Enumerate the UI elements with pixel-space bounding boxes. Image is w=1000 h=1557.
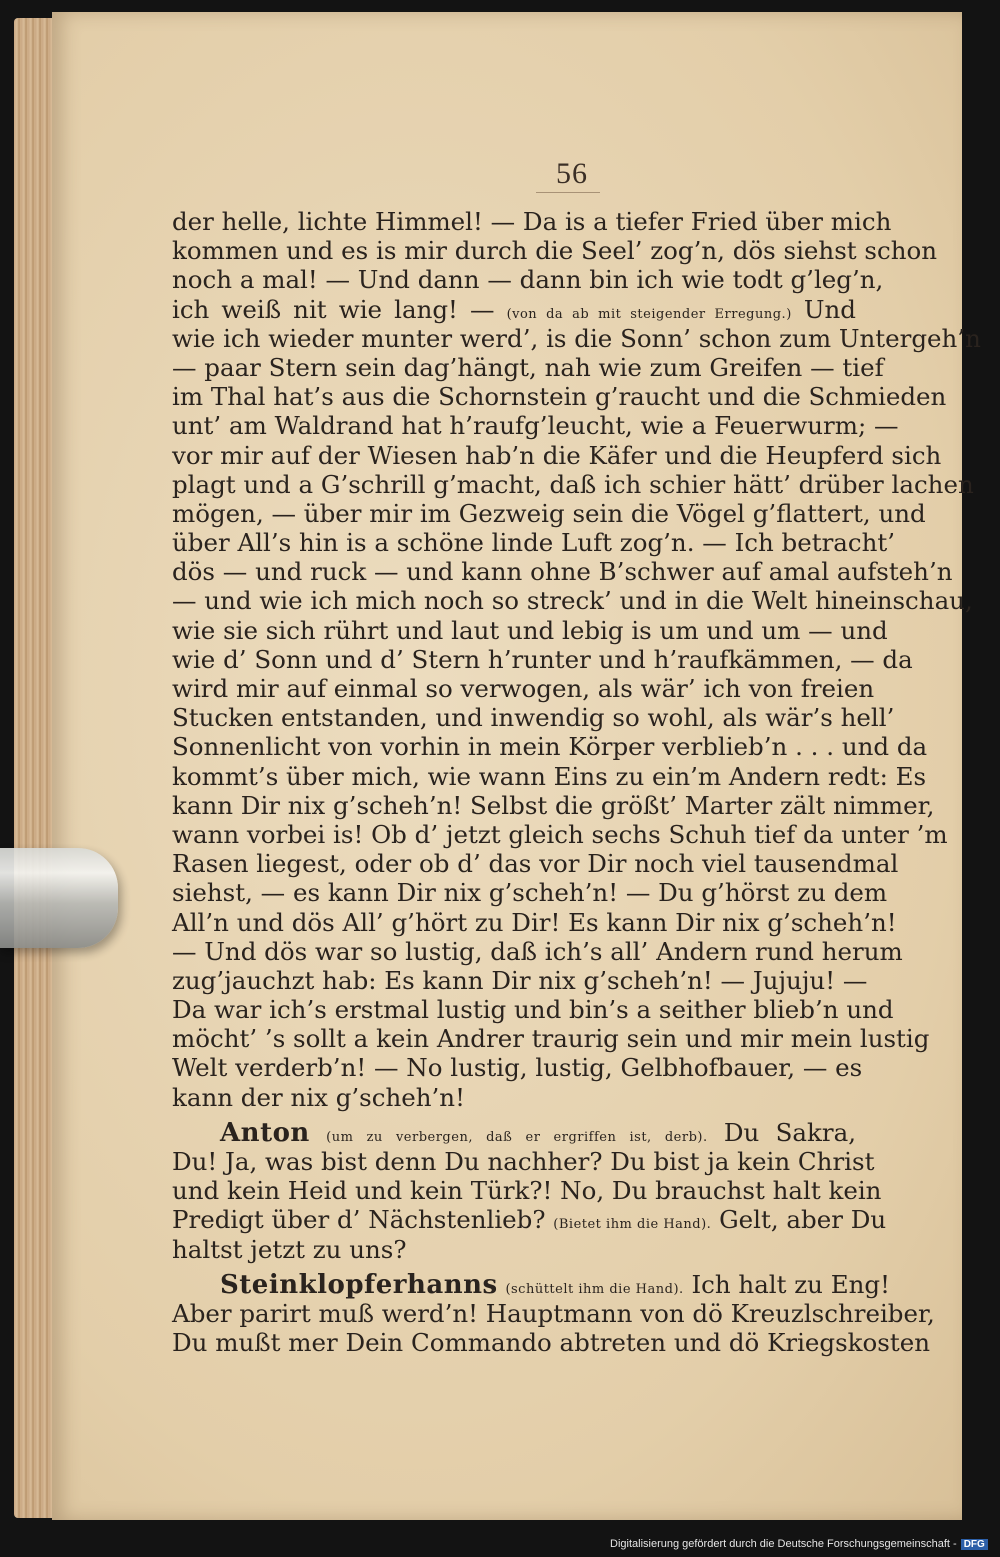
text-line: noch a mal! — Und dann — dann bin ich wie todt g’leg’n, [172, 265, 884, 295]
text-line: — und wie ich mich noch so streck’ und in die Welt hineinschau, [172, 586, 973, 616]
text-line: Welt verderb’n! — No lustig, lustig, Gelbhofbauer, — es [172, 1053, 863, 1083]
text-line-with-stage-direction [172, 295, 856, 324]
text-line: möcht’ ’s sollt a kein Andrer traurig sein und mir mein lustig [172, 1024, 930, 1054]
text-line: und kein Heid und kein Türk?! No, Du brauchst halt kein [172, 1176, 882, 1206]
speech-steinklopferhanns-first-line [172, 1269, 890, 1300]
text-line: haltst jetzt zu uns? [172, 1234, 407, 1264]
speaker-name: Steinklopferhanns [220, 1269, 498, 1300]
text-fragment: Ich halt zu Eng! [691, 1269, 890, 1299]
speech-anton-first-line [172, 1118, 856, 1147]
text-line: kann der nix g’scheh’n! [172, 1082, 465, 1112]
text-line: über All’s hin is a schöne linde Luft zog’n. — Ich betracht’ [172, 528, 896, 558]
text-line: Du mußt mer Dein Commando abtreten und dö Kriegskosten [172, 1328, 930, 1358]
text-line: wie ich wieder munter werd’, is die Sonn’ schon zum Untergeh’n [172, 323, 981, 353]
text-line: im Thal hat’s aus die Schornstein g’raucht und die Schmieden [172, 382, 947, 412]
text-line: Sonnenlicht von vorhin in mein Körper verblieb’n . . . und da [172, 732, 928, 762]
text-line: kommt’s über mich, wie wann Eins zu ein’m Andern redt: Es [172, 761, 927, 791]
text-line: — paar Stern sein dag’hängt, nah wie zum Greifen — tief [172, 352, 884, 382]
text-line: siehst, — es kann Dir nix g’scheh’n! — Du g’hörst zu dem [172, 878, 888, 908]
text-line: Rasen liegest, oder ob d’ das vor Dir noch viel tausendmal [172, 849, 899, 879]
stage-direction: (um zu verbergen, daß er ergriffen ist, derb). [326, 1129, 708, 1145]
text-line: Da war ich’s erstmal lustig und bin’s a seither blieb’n und [172, 995, 894, 1025]
text-line: wird mir auf einmal so verwogen, als wär’ ich von freien [172, 674, 875, 703]
text-line: wann vorbei is! Ob d’ jetzt gleich sechs Schuh tief da unter ’m [172, 819, 948, 849]
text-line: Stucken entstanden, und inwendig so wohl, als wär’s hell’ [172, 703, 895, 733]
stage-direction: (schüttelt ihm die Hand). [505, 1281, 684, 1297]
text-fragment: Du Sakra, [723, 1117, 856, 1147]
text-line: Aber parirt muß werd’n! Hauptmann von dö Kreuzlschreiber, [172, 1298, 935, 1328]
text-line: dös — und ruck — und kann ohne B’schwer auf amal aufsteh’n [172, 557, 953, 587]
text-line: zug’jauchzt hab: Es kann Dir nix g’scheh’n! — Jujuju! — [172, 965, 868, 995]
footer-text: Digitalisierung gefördert durch die Deutsche Forschungsgemeinschaft - [610, 1538, 957, 1550]
text-line: kann Dir nix g’scheh’n! Selbst die größt’ Marter zält nimmer, [172, 790, 935, 820]
text-line: der helle, lichte Himmel! — Da is a tiefer Fried über mich [172, 207, 892, 236]
text-line: All’n und dös All’ g’hört zu Dir! Es kann Dir nix g’scheh’n! [172, 907, 897, 937]
text-line: wie d’ Sonn und d’ Stern h’runter und h’raufkämmen, — da [172, 644, 913, 674]
text-line: mögen, — über mir im Gezweig sein die Vögel g’flattert, und [172, 498, 926, 528]
page-text [172, 207, 981, 1358]
digitization-footer [610, 1538, 988, 1550]
text-line: vor mir auf der Wiesen hab’n die Käfer und die Heupferd sich [172, 440, 942, 470]
text-fragment: Predigt über d’ Nächstenlieb? [172, 1205, 546, 1235]
text-fragment: ich weiß nit wie lang! — [172, 294, 495, 324]
book-clip [0, 848, 118, 948]
page-number: 56 [556, 157, 588, 190]
text-line: Du! Ja, was bist denn Du nachher? Du bist ja kein Christ [172, 1147, 875, 1176]
stage-direction: (Bietet ihm die Hand). [553, 1217, 712, 1233]
text-line: — Und dös war so lustig, daß ich’s all’ Andern rund herum [172, 936, 903, 966]
text-line: kommen und es is mir durch die Seel’ zog’n, dös siehst schon [172, 236, 938, 266]
dfg-logo: DFG [961, 1539, 988, 1550]
text-fragment: Und [803, 294, 856, 324]
text-line-with-stage-direction [172, 1205, 887, 1235]
page-number-rule [536, 192, 600, 193]
text-line: plagt und a G’schrill g’macht, daß ich schier hätt’ drüber lachen [172, 469, 974, 499]
stage-direction: (von da ab mit steigender Erregung.) [506, 306, 792, 322]
text-line: unt’ am Waldrand hat h’raufg’leucht, wie a Feuerwurm; — [172, 411, 899, 441]
text-fragment: Gelt, aber Du [719, 1205, 887, 1235]
text-line: wie sie sich rührt und laut und lebig is um und um — und [172, 615, 888, 645]
speaker-name: Anton [220, 1117, 310, 1148]
